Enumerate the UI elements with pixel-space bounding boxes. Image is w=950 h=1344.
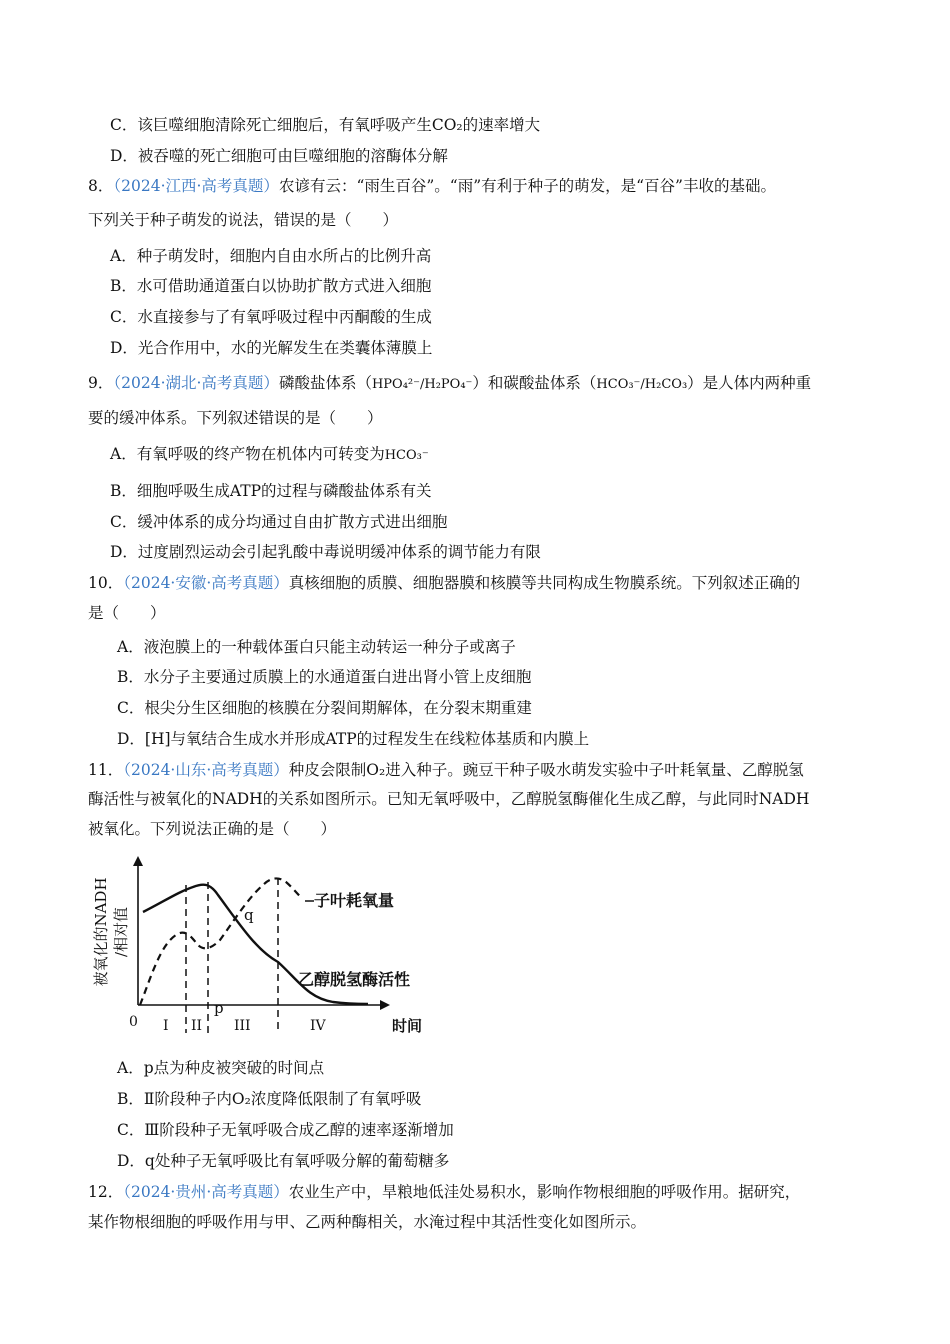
q8-option-c: C．水直接参与了有氧呼吸过程中丙酮酸的生成 — [110, 308, 432, 326]
q10-source: （2024·安徽·高考真题） — [123, 574, 289, 592]
q12-stem-text: 农业生产中，旱粮地低洼处易积水，影响作物根细胞的呼吸作用。据研究， — [288, 1183, 801, 1201]
q12-stem-line2: 某作物根细胞的呼吸作用与甲、乙两种酶相关，水淹过程中其活性变化如图所示。 — [88, 1213, 647, 1231]
q10-stem-line1 — [88, 573, 800, 593]
q8-option-b: B．水可借助通道蛋白以协助扩散方式进入细胞 — [110, 277, 432, 295]
point-q-label: q — [244, 906, 254, 924]
q9-stem-part1: 磷酸盐体系（ — [278, 374, 372, 392]
q11-stem-line2: 酶活性与被氧化的NADH的关系如图所示。已知无氧呼吸中，乙醇脱氢酶催化生成乙醇，与此同时NADH — [88, 790, 810, 808]
stage-label-1: I — [163, 1018, 169, 1034]
q11-stem-line1 — [88, 760, 804, 780]
q11-option-c: C．Ⅲ阶段种子无氧呼吸合成乙醇的速率逐渐增加 — [117, 1121, 454, 1139]
point-p-label: p — [214, 999, 224, 1017]
q11-number: 11． — [88, 761, 124, 779]
q11-stem-text: 种皮会限制O₂进入种子。豌豆干种子吸水萌发实验中子叶耗氧量、乙醇脱氢 — [288, 761, 804, 779]
q10-option-d: D．[H]与氧结合生成水并形成ATP的过程发生在线粒体基质和内膜上 — [117, 730, 590, 748]
q8-option-d: D．光合作用中，水的光解发生在类囊体薄膜上 — [110, 339, 433, 357]
q9-option-d: D．过度剧烈运动会引起乳酸中毒说明缓冲体系的调节能力有限 — [110, 543, 541, 561]
q8-number: 8． — [88, 177, 114, 195]
q8-option-a: A．种子萌发时，细胞内自由水所占的比例升高 — [110, 247, 432, 265]
stage-label-3: III — [234, 1018, 251, 1034]
q8-stem-text: 农谚有云：“雨生百谷”。“雨”有利于种子的萌发，是“百谷”丰收的基础。 — [278, 177, 776, 195]
q11-option-d: D．q处种子无氧呼吸比有氧呼吸分解的葡萄糖多 — [117, 1152, 450, 1170]
series-label-enzyme: 乙醇脱氢酶活性 — [298, 970, 411, 989]
y-axis-label-2: /相对值 — [112, 906, 130, 958]
q7-option-d: D．被吞噬的死亡细胞可由巨噬细胞的溶酶体分解 — [110, 147, 448, 165]
q10-option-a: A．液泡膜上的一种载体蛋白只能主动转运一种分子或离子 — [117, 638, 516, 656]
q11-stem-line3: 被氧化。下列说法正确的是（ ） — [88, 820, 337, 838]
q12-source: （2024·贵州·高考真题） — [123, 1183, 289, 1201]
q12-stem-line1 — [88, 1182, 800, 1202]
stage-label-4: IV — [310, 1018, 326, 1034]
q8-source: （2024·江西·高考真题） — [113, 177, 279, 195]
q9-source: （2024·湖北·高考真题） — [113, 374, 279, 392]
q9-option-a — [110, 444, 429, 466]
q10-number: 10． — [88, 574, 124, 592]
q12-number: 12． — [88, 1183, 124, 1201]
x-axis-label: 时间 — [392, 1017, 423, 1035]
q9-stem-line1 — [88, 373, 811, 395]
q9-stem-part2: ）和碳酸盐体系（ — [472, 374, 597, 392]
bicarbonate-formula: HCO₃⁻ — [384, 448, 429, 463]
q11-option-a: A．p点为种皮被突破的时间点 — [117, 1059, 325, 1077]
y-axis-label-1: 被氧化的NADH — [92, 877, 110, 987]
carbonate-formula: HCO₃⁻/H₂CO₃ — [596, 377, 688, 392]
q10-stem-line2: 是（ ） — [88, 604, 166, 622]
q10-stem-text: 真核细胞的质膜、细胞器膜和核膜等共同构成生物膜系统。下列叙述正确的 — [288, 574, 801, 592]
stage-label-2: II — [191, 1018, 203, 1034]
q9-number: 9． — [88, 374, 114, 392]
q9-option-c: C．缓冲体系的成分均通过自由扩散方式进出细胞 — [110, 513, 448, 531]
q7-option-c: C．该巨噬细胞清除死亡细胞后，有氧呼吸产生CO₂的速率增大 — [110, 116, 541, 134]
q9-stem-line2: 要的缓冲体系。下列叙述错误的是（ ） — [88, 409, 383, 427]
q8-stem-line2: 下列关于种子萌发的说法，错误的是（ ） — [88, 211, 399, 229]
nadh-chart — [88, 850, 448, 1040]
q8-stem-line1 — [88, 176, 776, 196]
phosphate-formula: HPO₄²⁻/H₂PO₄⁻ — [371, 377, 473, 392]
origin-label: 0 — [129, 1014, 138, 1030]
q9-option-a-text: A．有氧呼吸的终产物在机体内可转变为 — [110, 445, 385, 463]
q9-option-b: B．细胞呼吸生成ATP的过程与磷酸盐体系有关 — [110, 482, 432, 500]
q10-option-b: B．水分子主要通过质膜上的水通道蛋白进出肾小管上皮细胞 — [117, 668, 532, 686]
q11-source: （2024·山东·高考真题） — [123, 761, 289, 779]
series-label-oxygen: 子叶耗氧量 — [314, 891, 395, 910]
q10-option-c: C．根尖分生区细胞的核膜在分裂间期解体，在分裂末期重建 — [117, 699, 532, 717]
q9-stem-part3: ）是人体内两种重 — [687, 374, 812, 392]
q11-option-b: B．Ⅱ阶段种子内O₂浓度降低限制了有氧呼吸 — [117, 1090, 422, 1108]
